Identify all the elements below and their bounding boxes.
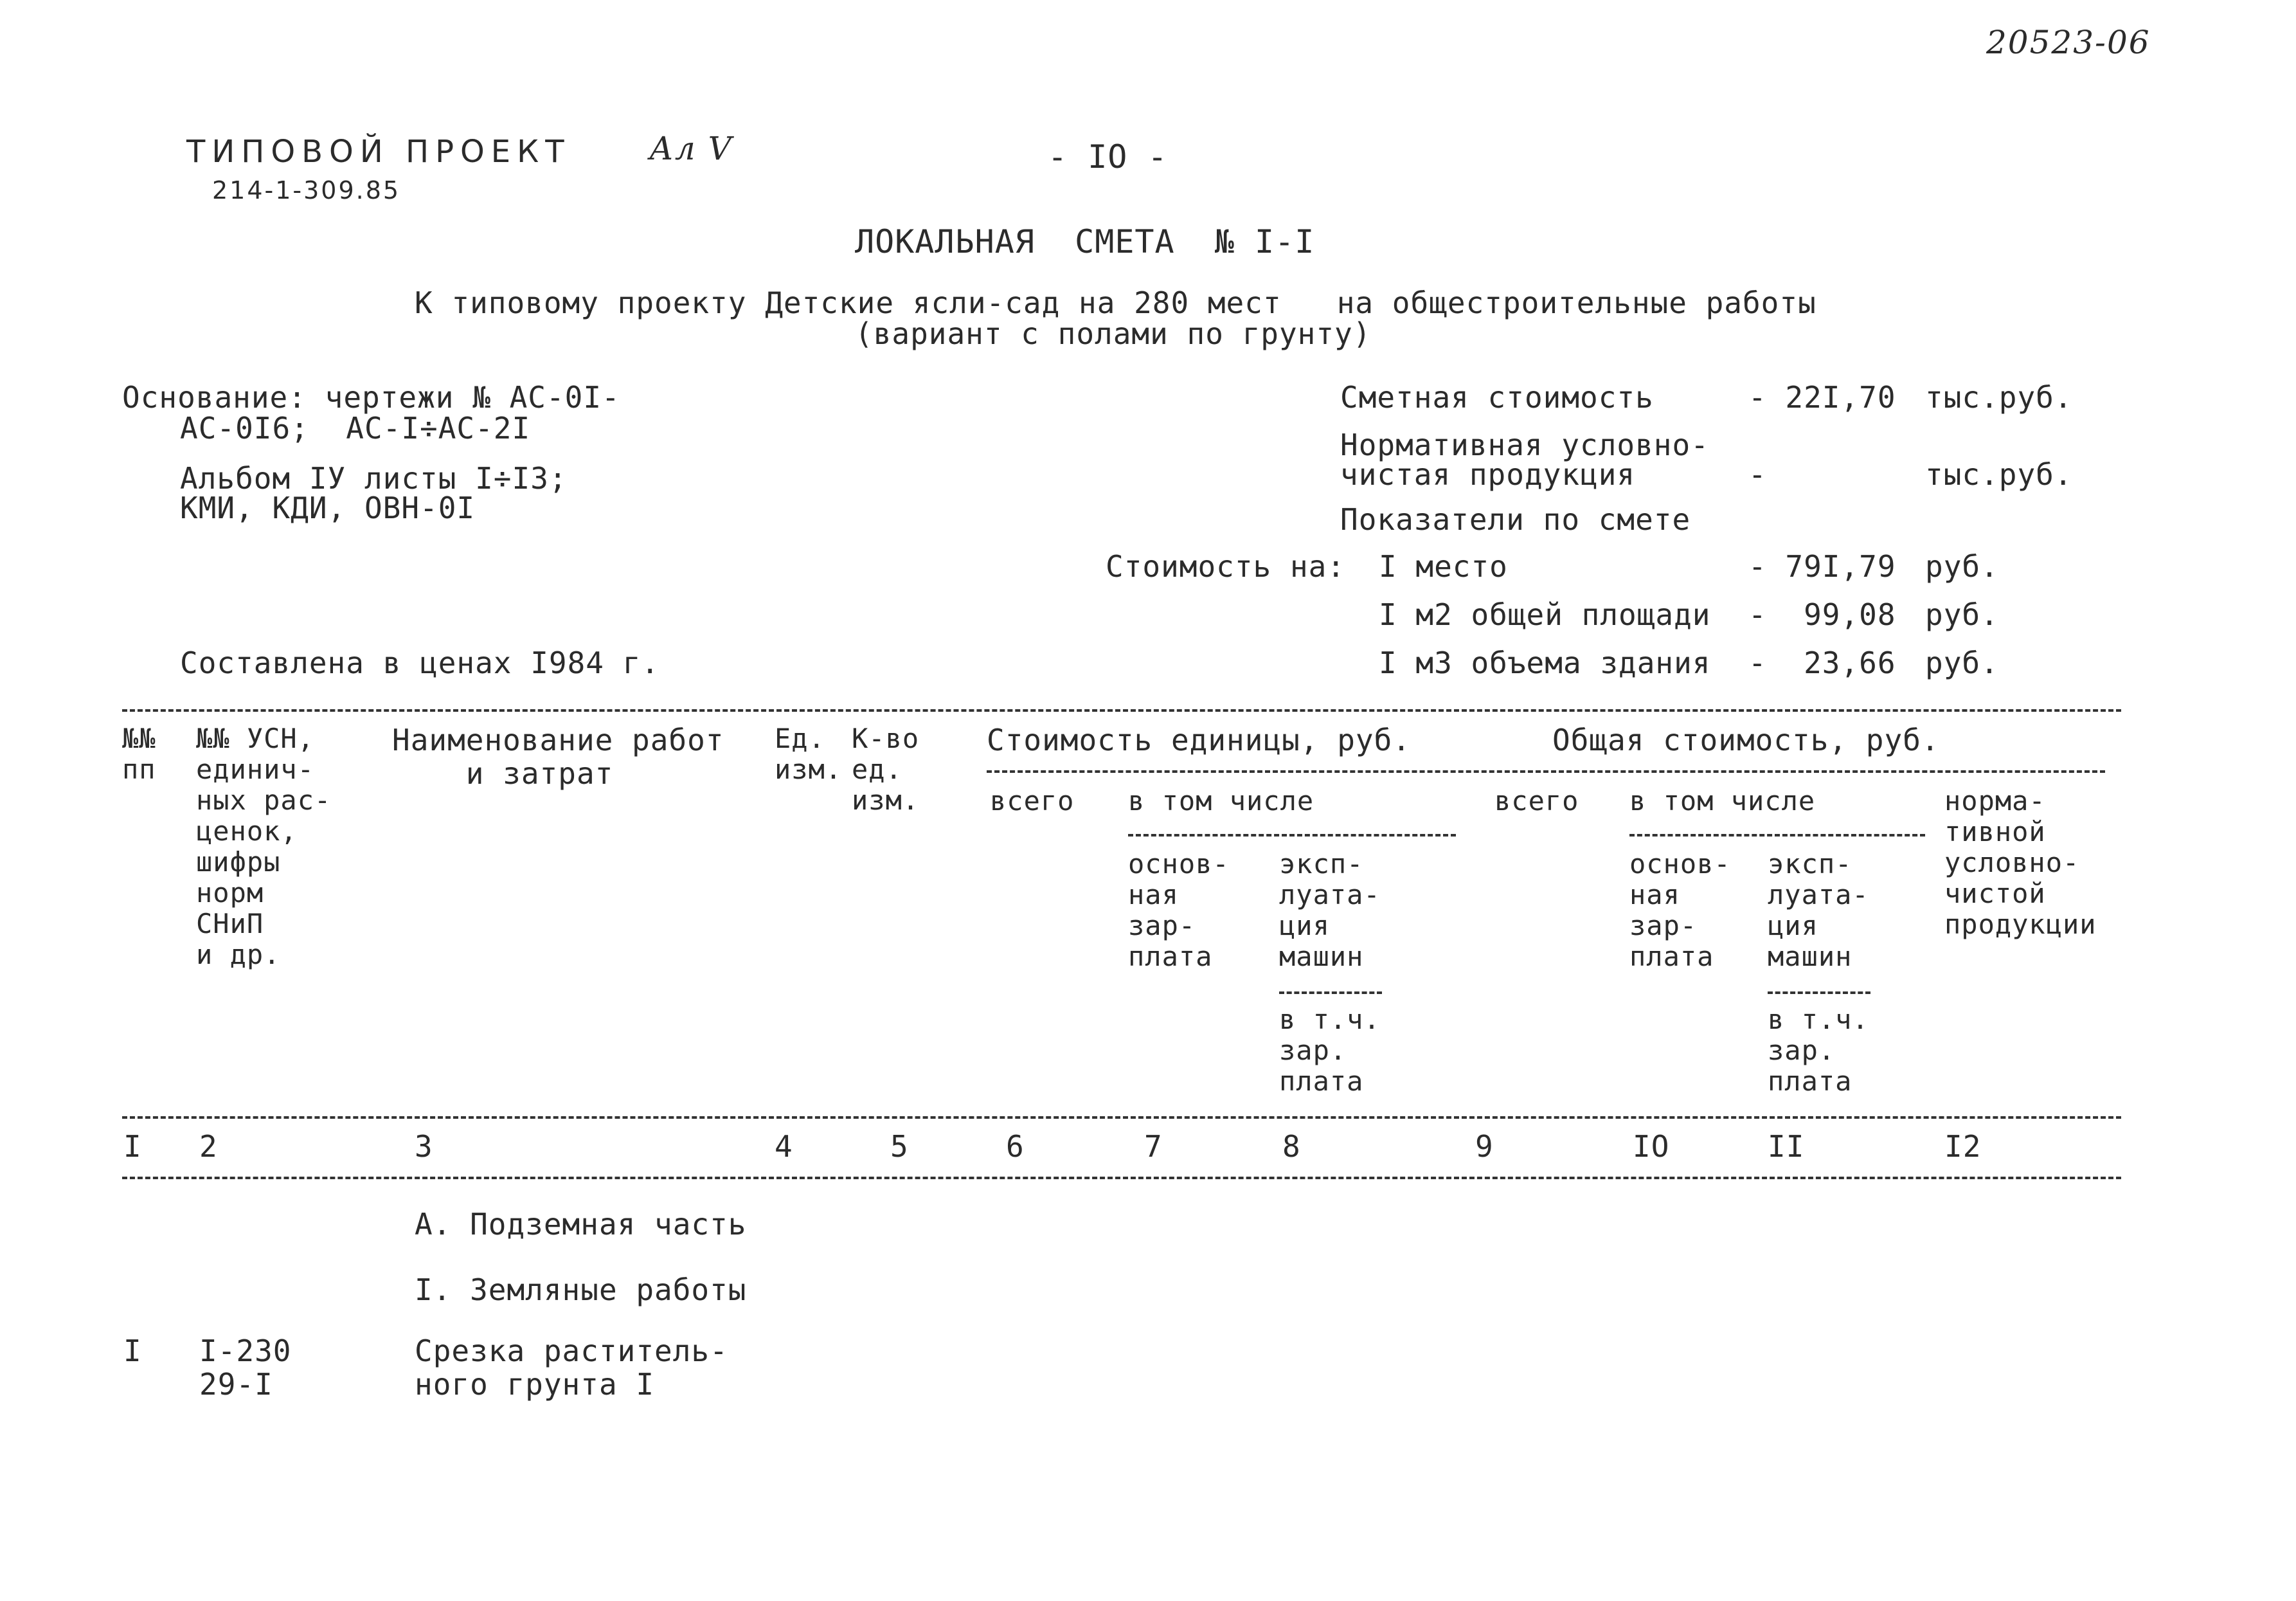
row-work-name: Срезка раститель- ного грунта I: [415, 1334, 728, 1402]
total-machine-header: эксп- луата- ция машин: [1768, 848, 1869, 972]
normative-product-header: норма- тивной условно- чистой продукции: [1944, 785, 2097, 940]
normative-label-2: чистая продукция: [1340, 457, 1636, 492]
row-number: I: [123, 1334, 142, 1368]
indicator-row-label: I место: [1379, 549, 1508, 584]
col-header-4: Ед. изм.: [775, 723, 843, 785]
section-heading: А. Подземная часть: [415, 1207, 747, 1242]
indicator-row-value: - 99,08: [1748, 597, 1896, 632]
col-number: 6: [1006, 1129, 1025, 1164]
basis-line-2: АС-0I6; АС-I÷АС-2I: [180, 411, 531, 446]
col-header-3: Наименование работ и затрат: [392, 723, 724, 791]
estimated-cost-label: Сметная стоимость: [1340, 380, 1654, 415]
indicator-row-unit: руб.: [1925, 646, 1999, 680]
total-subgroup-rule: [1629, 834, 1925, 837]
col-number: 9: [1475, 1129, 1494, 1164]
normative-value: -: [1748, 457, 1767, 492]
unit-machine-header: эксп- луата- ция машин: [1279, 848, 1381, 972]
subsection-heading: I. Земляные работы: [415, 1272, 747, 1307]
album-label: Ал V: [649, 130, 733, 167]
stamp-number: 214-1-309.85: [212, 176, 401, 204]
col-number: 4: [775, 1129, 793, 1164]
col-number: 5: [890, 1129, 909, 1164]
archive-number: 20523-06: [1986, 24, 2151, 61]
col-header-2: №№ УСН, единич- ных рас- ценок, шифры норм СНиП и др.: [196, 723, 332, 970]
numbers-bottom-rule: [122, 1177, 2121, 1179]
total-cost-header: Общая стоимость, руб.: [1552, 723, 1940, 757]
estimated-cost-unit: тыс.руб.: [1925, 380, 2073, 415]
document-title: ЛОКАЛЬНАЯ СМЕТА № I-I: [855, 223, 1315, 260]
total-machine-salary-header: в т.ч. зар. плата: [1768, 1004, 1869, 1097]
unit-machine-salary-header: в т.ч. зар. плата: [1279, 1004, 1381, 1097]
col-header-5: К-во ед. изм.: [852, 723, 920, 816]
unit-cost-header: Стоимость единицы, руб.: [987, 723, 1411, 757]
estimated-cost-value: - 22I,70: [1748, 380, 1896, 415]
basis-line-1: Основание: чертежи № АС-0I-: [122, 380, 620, 415]
header-bottom-rule: [122, 1116, 2121, 1119]
basis-line-3: Альбом IУ листы I÷I3;: [180, 461, 568, 496]
cost-group-rule: [987, 770, 2105, 773]
total-base-salary-header: основ- ная зар- плата: [1629, 848, 1731, 972]
unit-subgroup-rule: [1128, 834, 1456, 837]
col-number: 2: [199, 1129, 218, 1164]
unit-base-salary-header: основ- ная зар- плата: [1128, 848, 1230, 972]
unit-including-header: в том числе: [1128, 785, 1314, 817]
subtitle-line-1: К типовому проекту Детские ясли-сад на 280 мест на общестроительные работы: [415, 285, 1816, 320]
col-number: IO: [1633, 1129, 1670, 1164]
cost-on-label: Стоимость на:: [1106, 549, 1346, 584]
normative-unit: тыс.руб.: [1925, 457, 2073, 492]
subtitle-line-2: (вариант с полами по грунту): [855, 316, 1372, 351]
expl-sub-rule: [1768, 991, 1870, 994]
indicators-label: Показатели по смете: [1340, 502, 1691, 537]
col-number: 7: [1144, 1129, 1163, 1164]
normative-label-1: Нормативная условно-: [1340, 428, 1709, 462]
col-number: 8: [1282, 1129, 1301, 1164]
indicator-row-value: - 23,66: [1748, 646, 1896, 680]
indicator-row-value: - 79I,79: [1748, 549, 1896, 584]
prices-basis: Составлена в ценах I984 г.: [180, 646, 660, 680]
indicator-row-unit: руб.: [1925, 549, 1999, 584]
page-number: - IO -: [1048, 138, 1168, 176]
row-code: I-230 29-I: [199, 1334, 292, 1402]
indicator-row-unit: руб.: [1925, 597, 1999, 632]
col-number: I: [123, 1129, 142, 1164]
stamp-text: ТИПОВОЙ ПРОЕКТ: [186, 134, 571, 170]
col-number: 3: [415, 1129, 433, 1164]
unit-total-header: всего: [990, 785, 1075, 817]
total-including-header: в том числе: [1629, 785, 1816, 817]
table-top-rule: [122, 709, 2121, 712]
total-total-header: всего: [1494, 785, 1579, 817]
indicator-row-label: I м3 объема здания: [1379, 646, 1711, 680]
col-header-1: №№ пп: [122, 723, 156, 785]
col-number: I2: [1944, 1129, 1982, 1164]
basis-line-4: КМИ, КДИ, ОВН-0I: [180, 491, 476, 525]
expl-sub-rule: [1279, 991, 1382, 994]
indicator-row-label: I м2 общей площади: [1379, 597, 1711, 632]
col-number: II: [1768, 1129, 1805, 1164]
